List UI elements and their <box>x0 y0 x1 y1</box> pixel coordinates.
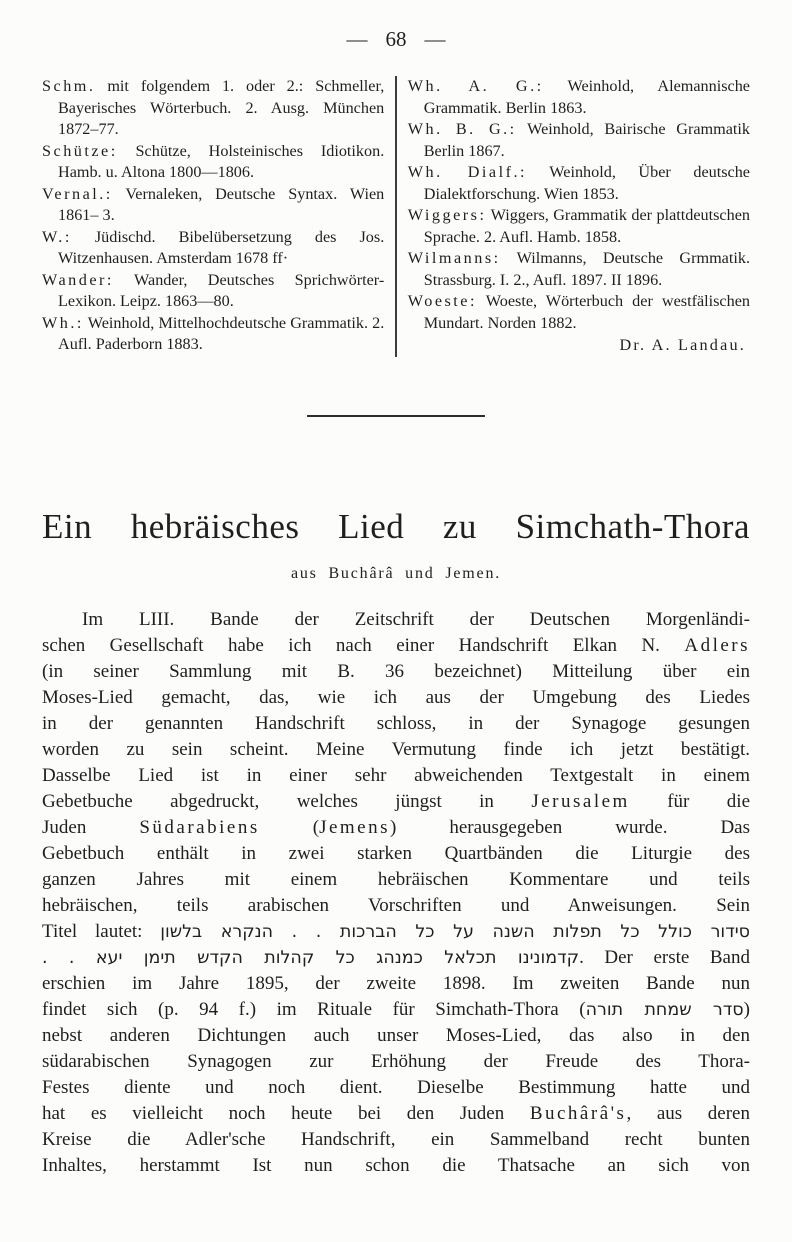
letterspaced-text: Wiggers: <box>407 206 487 224</box>
body-line <box>42 789 750 815</box>
text-segment: Dasselbe Lied ist in einer sehr abweichenden Textgestalt in einem <box>42 764 750 786</box>
bibliography-entry <box>42 313 384 356</box>
bibliography-entry <box>408 119 750 162</box>
letterspaced-text: Adlers <box>684 634 750 656</box>
bibliography-entry <box>408 162 750 205</box>
body-line <box>42 815 750 841</box>
page-number-value: 68 <box>385 27 407 51</box>
text-segment: ) <box>743 998 750 1020</box>
page-number-left-dash: — <box>346 27 368 51</box>
body-line <box>42 997 750 1023</box>
text-segment: hebräischen, teils arabischen Vorschriften und Anweisungen. Sein <box>42 894 750 916</box>
text-segment: Woeste, Wörterbuch der westfälischen Mundart. Norden 1882. <box>423 292 750 332</box>
bibliography-entry <box>42 227 384 270</box>
letterspaced-text: Vernal.: <box>42 184 113 203</box>
letterspaced-text: W.: <box>42 227 72 246</box>
body-line <box>42 919 750 945</box>
text-segment: ) herausgegeben wurde. Das <box>390 816 751 838</box>
body-line <box>42 1127 750 1153</box>
bibliography-entry <box>42 141 384 184</box>
letterspaced-text: Wh. A. G.: <box>407 77 544 95</box>
letterspaced-text: Wh. Dialf.: <box>407 163 528 181</box>
bibliography-right-entries <box>408 76 750 334</box>
text-segment: Vernaleken, Deutsche Syntax. Wien 1861– 3. <box>58 184 385 224</box>
text-segment: schen Gesellschaft habe ich nach einer Handschrift Elkan N. <box>42 634 685 656</box>
bibliography-entry <box>42 270 384 313</box>
article-subtitle: aus Buchârâ und Jemen. <box>290 564 502 582</box>
letterspaced-text: Buchârâ's <box>529 1102 627 1124</box>
text-segment: Wander, Deutsches Sprichwörter-Lexikon. Leipz. 1863—80. <box>58 270 385 310</box>
author-signature: Dr. A. Landau. <box>619 336 746 354</box>
text-segment: (in seiner Sammlung mit B. 36 bezeichnet) Mitteilung über ein <box>42 660 750 682</box>
body-line <box>42 1049 750 1075</box>
text-segment: in der genannten Handschrift schloss, in der Synagoge gesungen <box>42 712 750 734</box>
page-number <box>42 26 750 52</box>
letterspaced-text: Wilmanns: <box>407 249 501 267</box>
text-segment: Titel lautet: <box>42 920 161 942</box>
text-segment: Schütze, Holsteinisches Idiotikon. Hamb. u. Altona 1800—1806. <box>58 141 385 181</box>
article-body <box>42 607 750 1179</box>
body-line <box>42 763 750 789</box>
text-segment: Kreise die Adler'sche Handschrift, ein Sammelband recht bunten <box>42 1128 750 1150</box>
letterspaced-text: Wh. B. G.: <box>407 120 517 138</box>
bibliography-left-column <box>42 76 395 357</box>
body-line <box>42 867 750 893</box>
text-segment: Weinhold, Alemannische Grammatik. Berlin 1863. <box>423 77 750 117</box>
text-segment: Weinhold, Mittelhochdeutsche Grammatik. 2. Aufl. Paderborn 1883. <box>58 313 385 353</box>
text-segment: Moses-Lied gemacht, das, wie ich aus der Umgebung des Liedes <box>42 686 750 708</box>
text-segment: . Der erste Band <box>579 946 750 968</box>
letterspaced-text: Wh.: <box>42 313 84 332</box>
letterspaced-text: Schütze: <box>42 141 118 160</box>
bibliography-section <box>42 76 750 357</box>
hebrew-text: סדר שמחת תורה <box>585 999 744 1020</box>
text-segment: , aus deren <box>626 1102 750 1124</box>
bibliography-entry <box>42 76 384 141</box>
body-line <box>42 1075 750 1101</box>
body-line <box>42 1023 750 1049</box>
text-segment: hat es vielleicht noch heute bei den Juden <box>42 1102 530 1124</box>
text-segment: Festes diente und noch dient. Dieselbe Bestimmung hatte und <box>42 1076 750 1098</box>
bibliography-entry <box>408 76 750 119</box>
body-line <box>42 893 750 919</box>
letterspaced-text: Südarabiens <box>139 816 260 838</box>
text-segment: Gebetbuch enthält in zwei starken Quartbänden die Liturgie des <box>42 842 750 864</box>
body-line <box>42 685 750 711</box>
text-segment: mit folgendem 1. oder 2.: Schmeller, Bayerisches Wörterbuch. 2. Ausg. München 1872–77. <box>58 77 385 138</box>
body-line <box>42 971 750 997</box>
text-segment: nebst anderen Dichtungen auch unser Moses-Lied, das also in den <box>42 1024 750 1046</box>
letterspaced-text: Woeste: <box>407 292 477 310</box>
text-segment: Wiggers, Grammatik der plattdeutschen Sprache. 2. Aufl. Hamb. 1858. <box>423 206 750 246</box>
text-segment: findet sich (p. 94 f.) im Rituale für Simchath-Thora ( <box>42 998 586 1020</box>
body-line <box>42 633 750 659</box>
bibliography-entry <box>42 184 384 227</box>
text-segment: Inhaltes, herstammt Ist nun schon die Thatsache an sich von <box>42 1154 750 1176</box>
bibliography-entry <box>408 291 750 334</box>
text-segment: Gebetbuche abgedruckt, welches jüngst in <box>42 790 532 812</box>
text-segment: für die <box>629 790 751 812</box>
article-title: Ein hebräisches Lied zu Simchath-Thora <box>42 506 750 546</box>
text-segment: Im LIII. Bande der Zeitschrift der Deutschen Morgenländi- <box>82 608 750 630</box>
bibliography-entry <box>408 205 750 248</box>
body-line <box>42 1101 750 1127</box>
body-line <box>42 711 750 737</box>
body-line <box>42 841 750 867</box>
text-segment: ( <box>259 816 320 838</box>
text-segment: erschien im Jahre 1895, der zweite 1898. Im zweiten Bande nun <box>42 972 750 994</box>
body-line <box>42 737 750 763</box>
body-line <box>42 945 750 971</box>
bibliography-right-column <box>397 76 750 357</box>
section-divider-rule <box>307 415 485 417</box>
text-segment: Jüdischd. Bibelübersetzung des Jos. Witzenhausen. Amsterdam 1678 ff· <box>58 227 385 267</box>
bibliography-entry <box>408 248 750 291</box>
text-segment: Weinhold, Über deutsche Dialektforschung. Wien 1853. <box>423 163 750 203</box>
letterspaced-text: Jerusalem <box>531 790 630 812</box>
text-segment: worden zu sein scheint. Meine Vermutung finde ich jetzt bestätigt. <box>42 738 750 760</box>
body-line <box>42 607 750 633</box>
hebrew-text: קדמונינו תכלאל כמנהג כל קהלות הקדש תימן יעא . . <box>42 947 580 968</box>
letterspaced-text: Schm. <box>42 77 96 95</box>
text-segment: ganzen Jahres mit einem hebräischen Kommentare und teils <box>42 868 750 890</box>
letterspaced-text: Jemens <box>319 816 390 838</box>
letterspaced-text: Wander: <box>42 270 114 289</box>
text-segment: Juden <box>42 816 140 838</box>
body-line <box>42 1153 750 1179</box>
text-segment: Wilmanns, Deutsche Grmmatik. Strassburg. I. 2., Aufl. 1897. II 1896. <box>423 249 750 289</box>
text-segment: Weinhold, Bairische Grammatik Berlin 1867. <box>423 120 750 160</box>
hebrew-text: סידור כולל כל תפלות השנה על כל הברכות . . הנקרא בלשון <box>160 921 750 942</box>
text-segment: südarabischen Synagogen zur Erhöhung der Freude des Thora- <box>42 1050 750 1072</box>
body-line <box>42 659 750 685</box>
page-number-right-dash: — <box>424 27 446 51</box>
